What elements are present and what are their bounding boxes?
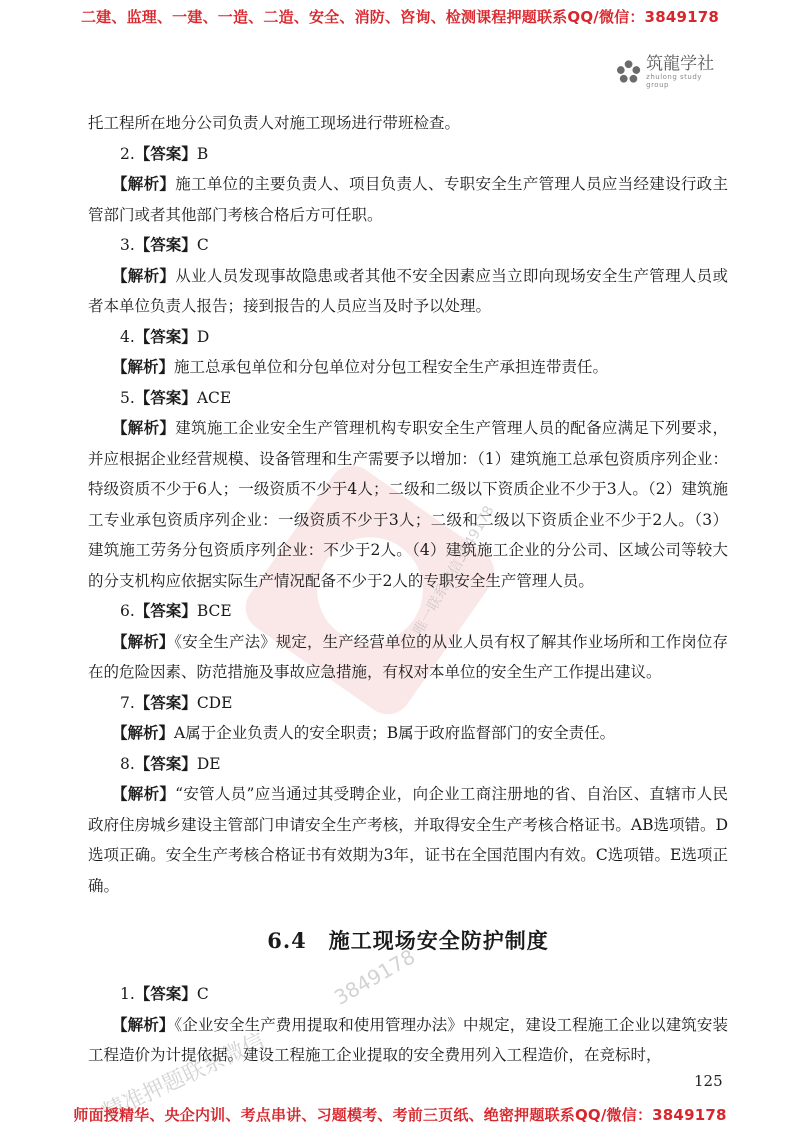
- watermark-number: 3849178: [329, 944, 420, 1010]
- document-body: [88, 108, 728, 1071]
- logo: [615, 56, 725, 88]
- explanation: 【解析】施工总承包单位和分包单位对分包工程安全生产承担连带责任。: [112, 357, 609, 376]
- watermark-text: 唯一联系微信3849178: [410, 503, 498, 638]
- explanation: 【解析】“安管人员”应当通过其受聘企业，向企业工商注册地的省、自治区、直辖市人民政府住房城乡建设主管部门申请安全生产考核，并取得安全生产考核合格证书。AB选项错。D选项正确。安全生产考核合格证书有效期为3年，证书在全国范围内有效。C选项错。E选项正确。: [88, 784, 728, 895]
- answer-list: [88, 139, 728, 902]
- lead-text: 托工程所在地分公司负责人对施工现场进行带班检查。: [88, 114, 461, 132]
- explanation: 【解析】建筑施工企业安全生产管理机构专职安全生产管理人员的配备应满足下列要求，并应根据企业经营规模、设备管理和生产需要予以增加：（1）建筑施工总承包资质序列企业：特级资质不少于6人；一级资质不少于4人；二级和二级以下资质企业不少于3人。（2）建筑施工专业承包资质序列企业：一级资质不少于3人；二级和二级以下资质企业不少于2人。（3）建筑施工劳务分包资质序列企业：不少于2人。（4）建筑施工企业的分公司、区域公司等较大的分支机构应依据实际生产情况配备不少于2人的专职安全生产管理人员。: [88, 418, 728, 590]
- explanation: 【解析】施工单位的主要负责人、项目负责人、专职安全生产管理人员应当经建设行政主管部门或者其他部门考核合格后方可任职。: [88, 174, 728, 224]
- explanation: 【解析】《安全生产法》规定，生产经营单位的从业人员有权了解其作业场所和工作岗位存在的危险因素、防范措施及事故应急措施，有权对本单位的安全生产工作提出建议。: [88, 631, 728, 681]
- explanation: 【解析】A属于企业负责人的安全职责；B属于政府监督部门的安全责任。: [112, 723, 616, 742]
- explanation: 【解析】从业人员发现事故隐患或者其他不安全因素应当立即向现场安全生产管理人员或者本单位负责人报告；接到报告的人员应当及时予以处理。: [88, 265, 728, 315]
- logo-subtitle: zhulong study group: [646, 73, 702, 89]
- answer-line: 4.【答案】D: [120, 326, 210, 346]
- answer-line: 6.【答案】BCE: [120, 601, 232, 620]
- answer-line: 7.【答案】CDE: [120, 692, 233, 712]
- answer-line: 3.【答案】C: [120, 235, 209, 254]
- header-banner: 二建、监理、一建、一造、二造、安全、消防、咨询、检测课程押题联系QQ/微信：3849178: [80, 8, 720, 26]
- footer-banner: 师面授精华、央企内训、考点串讲、习题模考、考前三页纸、绝密押题联系QQ/微信：3849178: [73, 1106, 727, 1124]
- flower-logo-icon: [615, 58, 642, 86]
- logo-name: 筑龍学社: [646, 54, 715, 74]
- answer-line: 5.【答案】ACE: [120, 387, 232, 407]
- watermark-bottom: 精准押题联系微信: [98, 1028, 269, 1126]
- answer-line: 2.【答案】B: [120, 143, 209, 163]
- page-number: 125: [694, 1072, 723, 1090]
- answer-line: 1.【答案】C: [120, 984, 209, 1003]
- section-answer-list: [88, 979, 728, 1071]
- explanation: 【解析】《企业安全生产费用提取和使用管理办法》中规定，建设工程施工企业以建筑安装工程造价为计提依据。建设工程施工企业提取的安全费用列入工程造价，在竞标时，: [88, 1014, 728, 1064]
- answer-line: 8.【答案】DE: [120, 753, 221, 773]
- section-title: 6.4 施工现场安全防护制度: [267, 928, 549, 953]
